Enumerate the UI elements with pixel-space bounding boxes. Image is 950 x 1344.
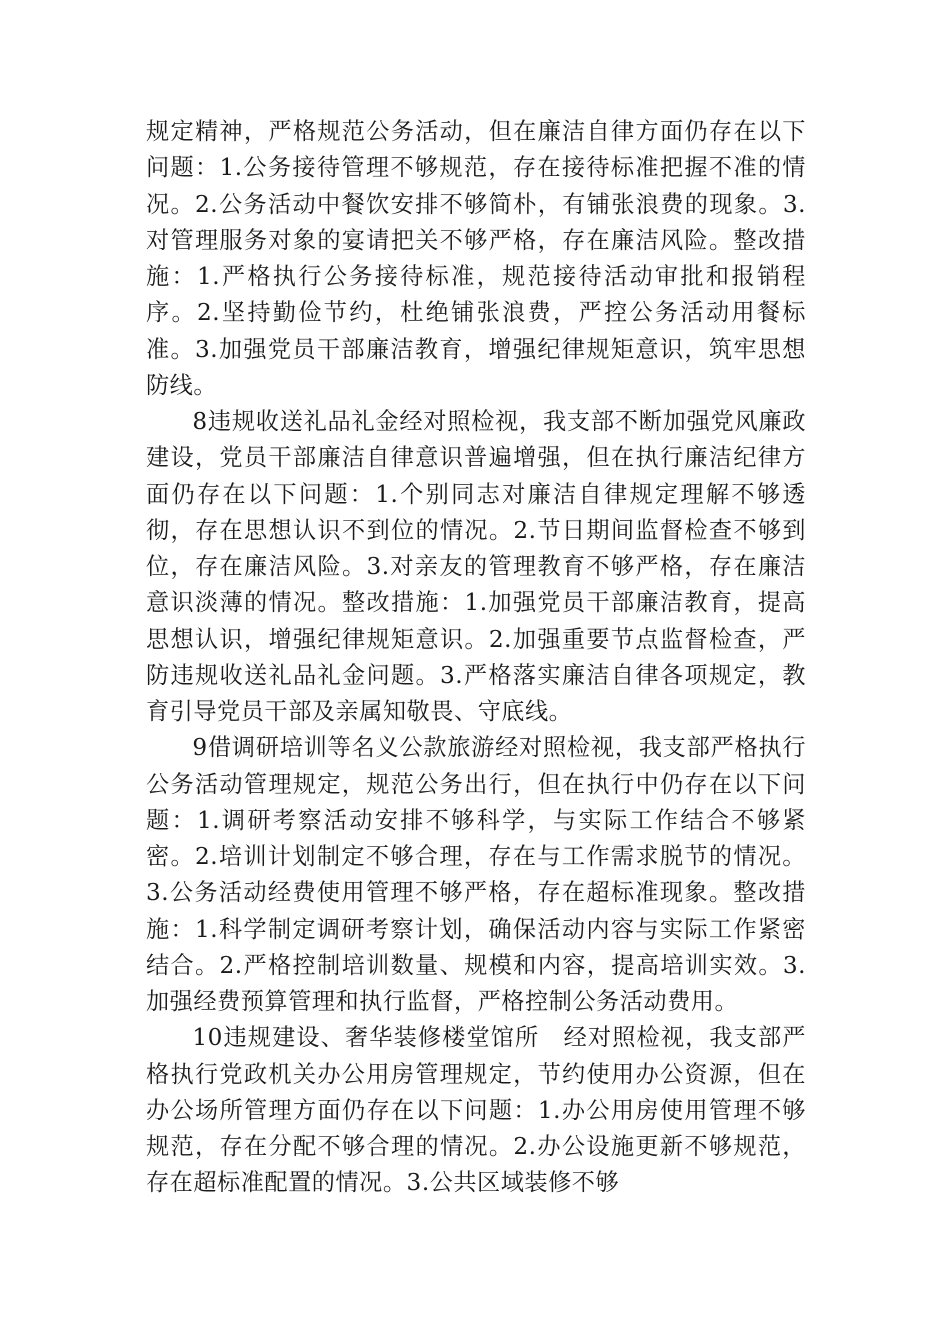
paragraph-item-10: 10违规建设、奢华装修楼堂馆所 经对照检视，我支部严格执行党政机关办公用房管理规定，节约使用办公资源，但在办公场所管理方面仍存在以下问题：1.办公用房使用管理不够规范，存在分配不够合理的情况。2.办公设施更新不够规范，存在超标准配置的情况。3.公共区域装修不够 [146,1024,806,1197]
paragraph-item-8: 8违规收送礼品礼金经对照检视，我支部不断加强党风廉政建设，党员干部廉洁自律意识普遍增强，但在执行廉洁纪律方面仍存在以下问题：1.个别同志对廉洁自律规定理解不够透彻，存在思想认识不到位的情况。2.节日期间监督检查不够到位，存在廉洁风险。3.对亲友的管理教育不够严格，存在廉洁意识淡薄的情况。整改措施：1.加强党员干部廉洁教育，提高思想认识，增强纪律规矩意识。2.加强重要节点监督检查，严防违规收送礼品礼金问题。3.严格落实廉洁自律各项规定，教育引导党员干部及亲属知敬畏、守底线。 [146,408,806,725]
paragraph-continuation: 规定精神，严格规范公务活动，但在廉洁自律方面仍存在以下问题：1.公务接待管理不够规范，存在接待标准把握不准的情况。2.公务活动中餐饮安排不够简朴，有铺张浪费的现象。3.对管理服务对象的宴请把关不够严格，存在廉洁风险。整改措施：1.严格执行公务接待标准，规范接待活动审批和报销程序。2.坚持勤俭节约，杜绝铺张浪费，严控公务活动用餐标准。3.加强党员干部廉洁教育，增强纪律规矩意识，筑牢思想防线。 [146,118,806,399]
document-body [146,114,806,1202]
paragraph-item-9: 9借调研培训等名义公款旅游经对照检视，我支部严格执行公务活动管理规定，规范公务出行，但在执行中仍存在以下问题：1.调研考察活动安排不够科学，与实际工作结合不够紧密。2.培训计划制定不够合理，存在与工作需求脱节的情况。3.公务活动经费使用管理不够严格，存在超标准现象。整改措施：1.科学制定调研考察计划，确保活动内容与实际工作紧密结合。2.严格控制培训数量、规模和内容，提高培训实效。3.加强经费预算管理和执行监督，严格控制公务活动费用。 [146,734,806,1015]
